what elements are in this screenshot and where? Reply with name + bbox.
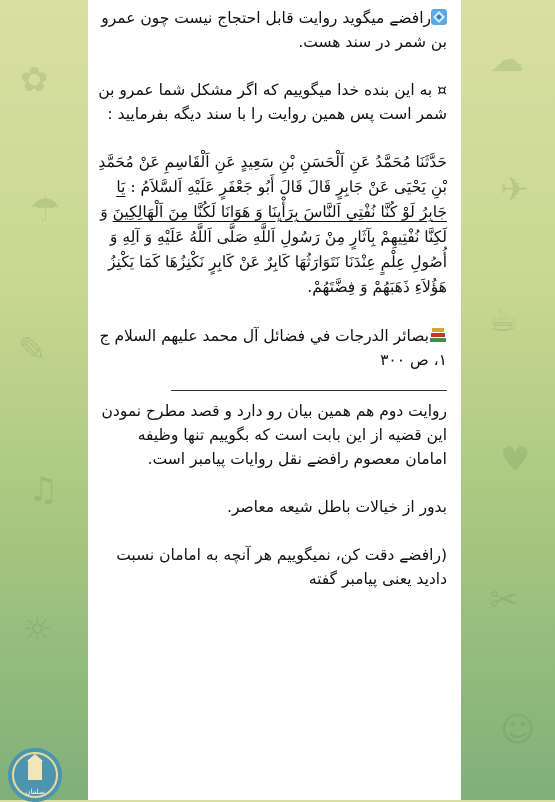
avatar-label: سلمان	[25, 788, 45, 796]
paragraph-remark: بدور از خیالات باطل شیعه معاصر.	[227, 498, 447, 516]
wallpaper-doodle: ♥	[500, 440, 531, 480]
wallpaper-doodle: ✿	[20, 60, 49, 100]
wallpaper-doodle: ☂	[30, 190, 61, 230]
paragraph-note: (رافضے دقت کن، نمیگوییم هر آنچه به امامان نسبت دادید یعنی پیامبر گفته	[116, 546, 447, 588]
paragraph-response: ¤ به این بنده خدا میگوییم که اگر مشکل شما عمرو بن شمر است پس همین روایت را با سند دیگه بفرمایید :	[98, 81, 447, 123]
source-reference	[98, 324, 447, 372]
wallpaper-doodle: ☕	[488, 300, 519, 340]
hadith-chain: حَدَّثَنَا مُحَمَّدُ عَنِ اَلْحَسَنِ بْنِ سَعِيدٍ عَنِ اَلْقَاسِمِ عَنْ مُحَمَّدِ بْنِ يَحْيَى عَنْ جَابِرٍ قَالَ قَالَ أَبُو جَعْفَرٍ عَلَيْهِ اَلسَّلاَمُ :	[98, 153, 447, 196]
hadith-continuation: وَ لَكِنَّا نُفْتِيهِمْ بِآثَارٍ مِنْ رَسُولِ اَللَّهِ صَلَّى اَللَّهُ عَلَيْهِ وَ آلِهِ وَ أُصُولِ عِلْمٍ عِنْدَنَا نَتَوَارَثُهَا كَابِرٌ عَنْ كَابِرٍ نَكْنِزُهَا كَمَا يَكْنِزُ هَؤُلاَءِ ذَهَبَهُمْ وَ فِضَّتَهُمْ.	[100, 203, 447, 296]
wallpaper-doodle: ☼	[22, 610, 53, 650]
message-bubble[interactable]	[88, 0, 461, 800]
wallpaper-doodle: ✂	[490, 580, 519, 620]
channel-avatar[interactable]	[8, 748, 62, 802]
books-icon	[429, 326, 447, 342]
wallpaper-doodle: ♫	[28, 470, 59, 510]
claim-text: رافضے میگوید روایت قابل احتجاج نیست چون عمرو بن شمر در سند هست.	[101, 9, 447, 51]
source-text: بصائر الدرجات في فضائل آل محمد عليهم السلام ج ١، ص ٣٠٠	[99, 327, 447, 369]
hadith-underlined-quote: يَا جَابِرُ لَوْ كُنَّا نُفْتِي اَلنَّاسَ بِرَأْيِنَا وَ هَوَانَا لَكُنَّا مِنَ اَلْهَالِكِينَ	[112, 178, 447, 221]
divider-line	[171, 390, 447, 391]
wallpaper-doodle: ✈	[500, 170, 529, 210]
wallpaper-doodle: ☺	[500, 710, 536, 750]
diamond-icon	[431, 8, 447, 24]
paragraph-claim	[98, 6, 447, 54]
paragraph-second-narration: روایت دوم هم همین بیان رو دارد و قصد مطرح نمودن این قضیه از این بابت است که بگوییم تنها وظیفه امامان معصوم رافضے نقل روایات پیامبر است.	[101, 402, 447, 468]
wallpaper-doodle: ☁	[490, 40, 524, 80]
message-text	[88, 0, 461, 591]
wallpaper-doodle: ✎	[18, 330, 47, 370]
hadith-text	[98, 150, 447, 300]
